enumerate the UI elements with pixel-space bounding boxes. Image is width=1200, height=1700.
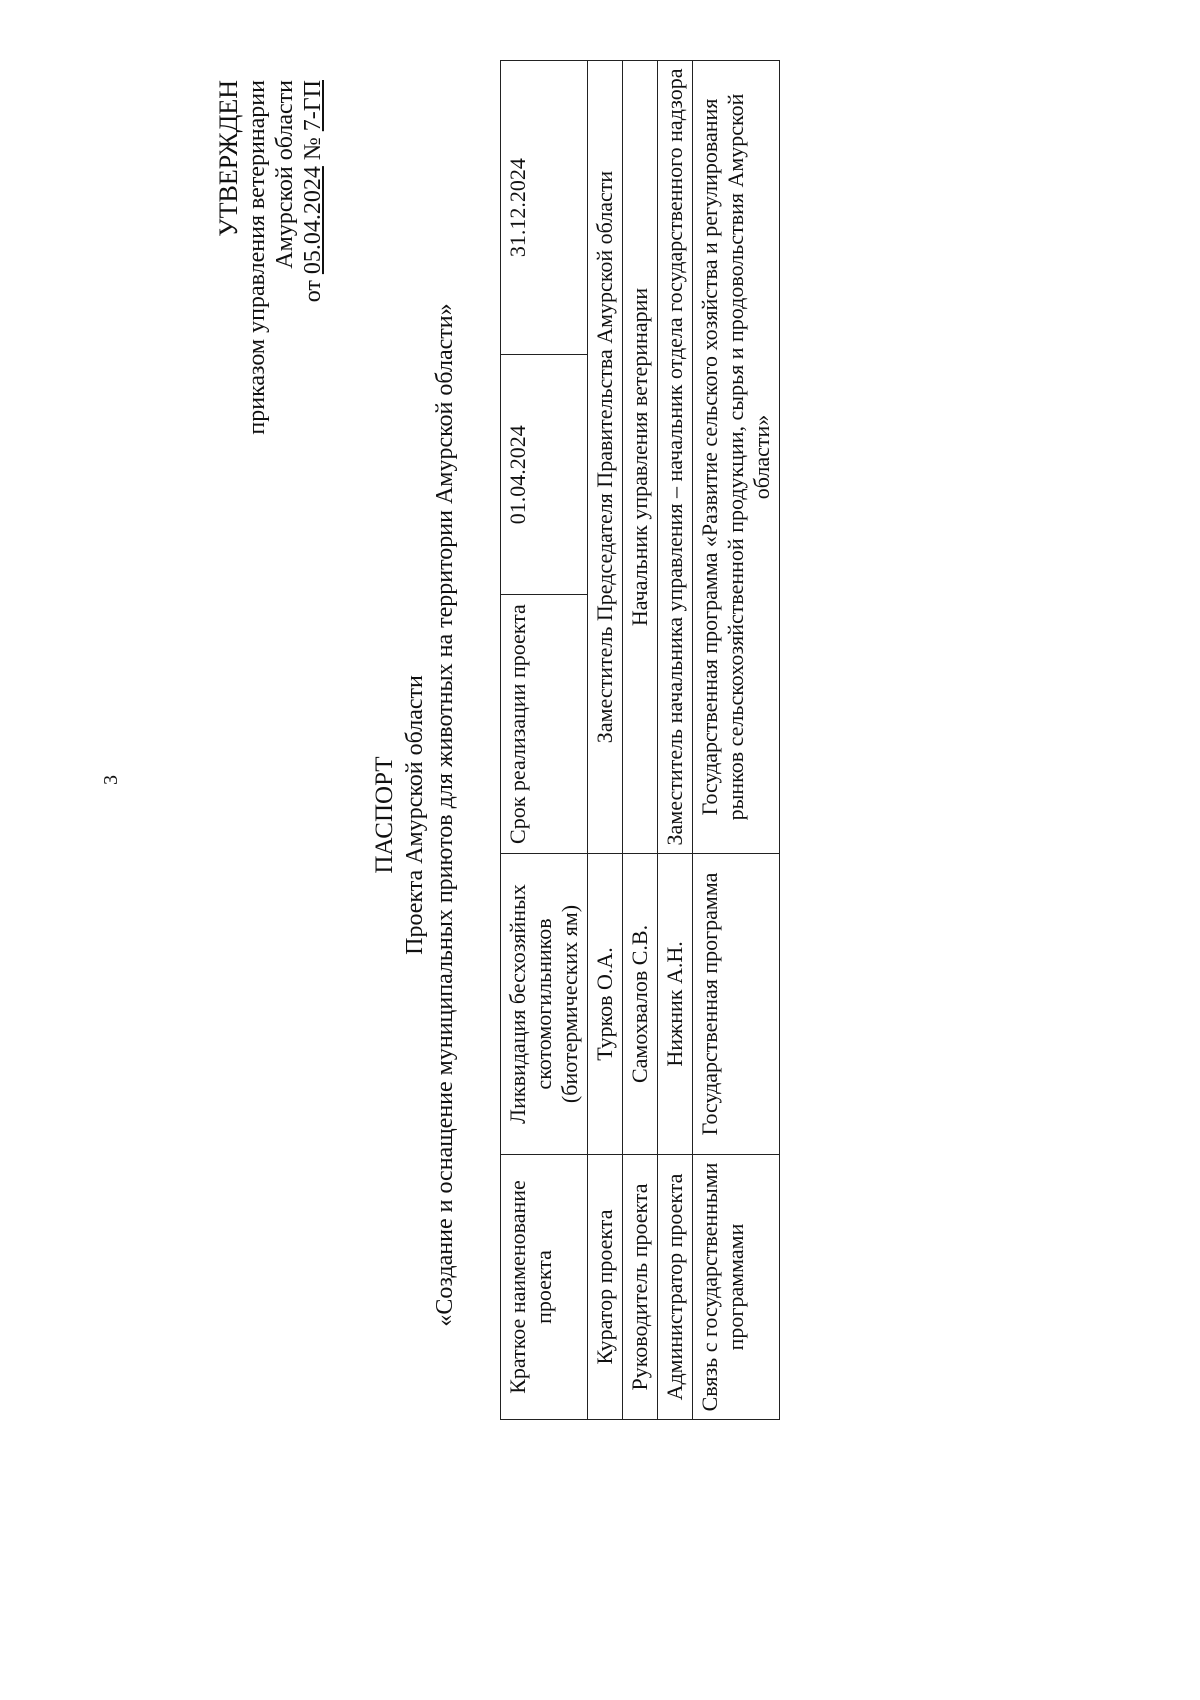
heading-main: ПАСПОРТ: [371, 756, 398, 874]
table-row: [693, 61, 780, 1420]
table-row: [588, 61, 623, 1420]
passport-table: [500, 60, 780, 1420]
approval-prefix: от: [300, 274, 326, 303]
heading-project: «Создание и оснащение муниципальных приютов для животных на территории Амурской области»: [432, 303, 458, 1327]
table-row: [501, 61, 588, 1420]
approval-title: УТВЕРЖДЕН: [214, 80, 243, 237]
table-row: [623, 61, 658, 1420]
link-value: Государственная программа «Развитие сельского хозяйства и регулирования рынков сельскохозяйственной продукции, сырья и продовольствия Амурской области»: [693, 61, 780, 854]
term-label: Срок реализации проекта: [501, 595, 588, 854]
approval-number: 7-ГП: [300, 80, 326, 132]
term-start: 01.04.2024: [501, 355, 588, 595]
head-name: Самохвалов С.В.: [623, 853, 658, 1154]
approval-line-1: приказом управления ветеринарии: [244, 80, 270, 435]
admin-position: Заместитель начальника управления – начальник отдела государственного надзора: [658, 61, 693, 854]
approval-line-2: Амурской области: [272, 80, 298, 269]
approval-date: 05.04.2024: [300, 166, 326, 275]
page-number: 3: [100, 775, 122, 785]
link-label: Связь с государственными программами: [693, 1154, 780, 1419]
document-sheet: [100, 68, 1110, 1550]
table-row: [658, 61, 693, 1420]
heading-sub: Проекта Амурской области: [402, 675, 428, 955]
admin-label: Администратор проекта: [658, 1154, 693, 1419]
admin-name: Нижник А.Н.: [658, 853, 693, 1154]
head-label: Руководитель проекта: [623, 1154, 658, 1419]
link-type: Государственная программа: [693, 853, 780, 1154]
curator-name: Турков О.А.: [588, 853, 623, 1154]
short-name-value: Ликвидация бесхозяйных скотомогильников (биотермических ям): [501, 853, 588, 1154]
approval-stamp: [215, 80, 327, 435]
document-heading: [370, 80, 460, 1550]
head-position: Начальник управления ветеринарии: [623, 61, 658, 854]
curator-position: Заместитель Председателя Правительства Амурской области: [588, 61, 623, 854]
short-name-label: Краткое наименование проекта: [501, 1154, 588, 1419]
curator-label: Куратор проекта: [588, 1154, 623, 1419]
term-end: 31.12.2024: [501, 61, 588, 355]
approval-date-line: [299, 80, 327, 435]
approval-number-label: №: [300, 131, 326, 167]
